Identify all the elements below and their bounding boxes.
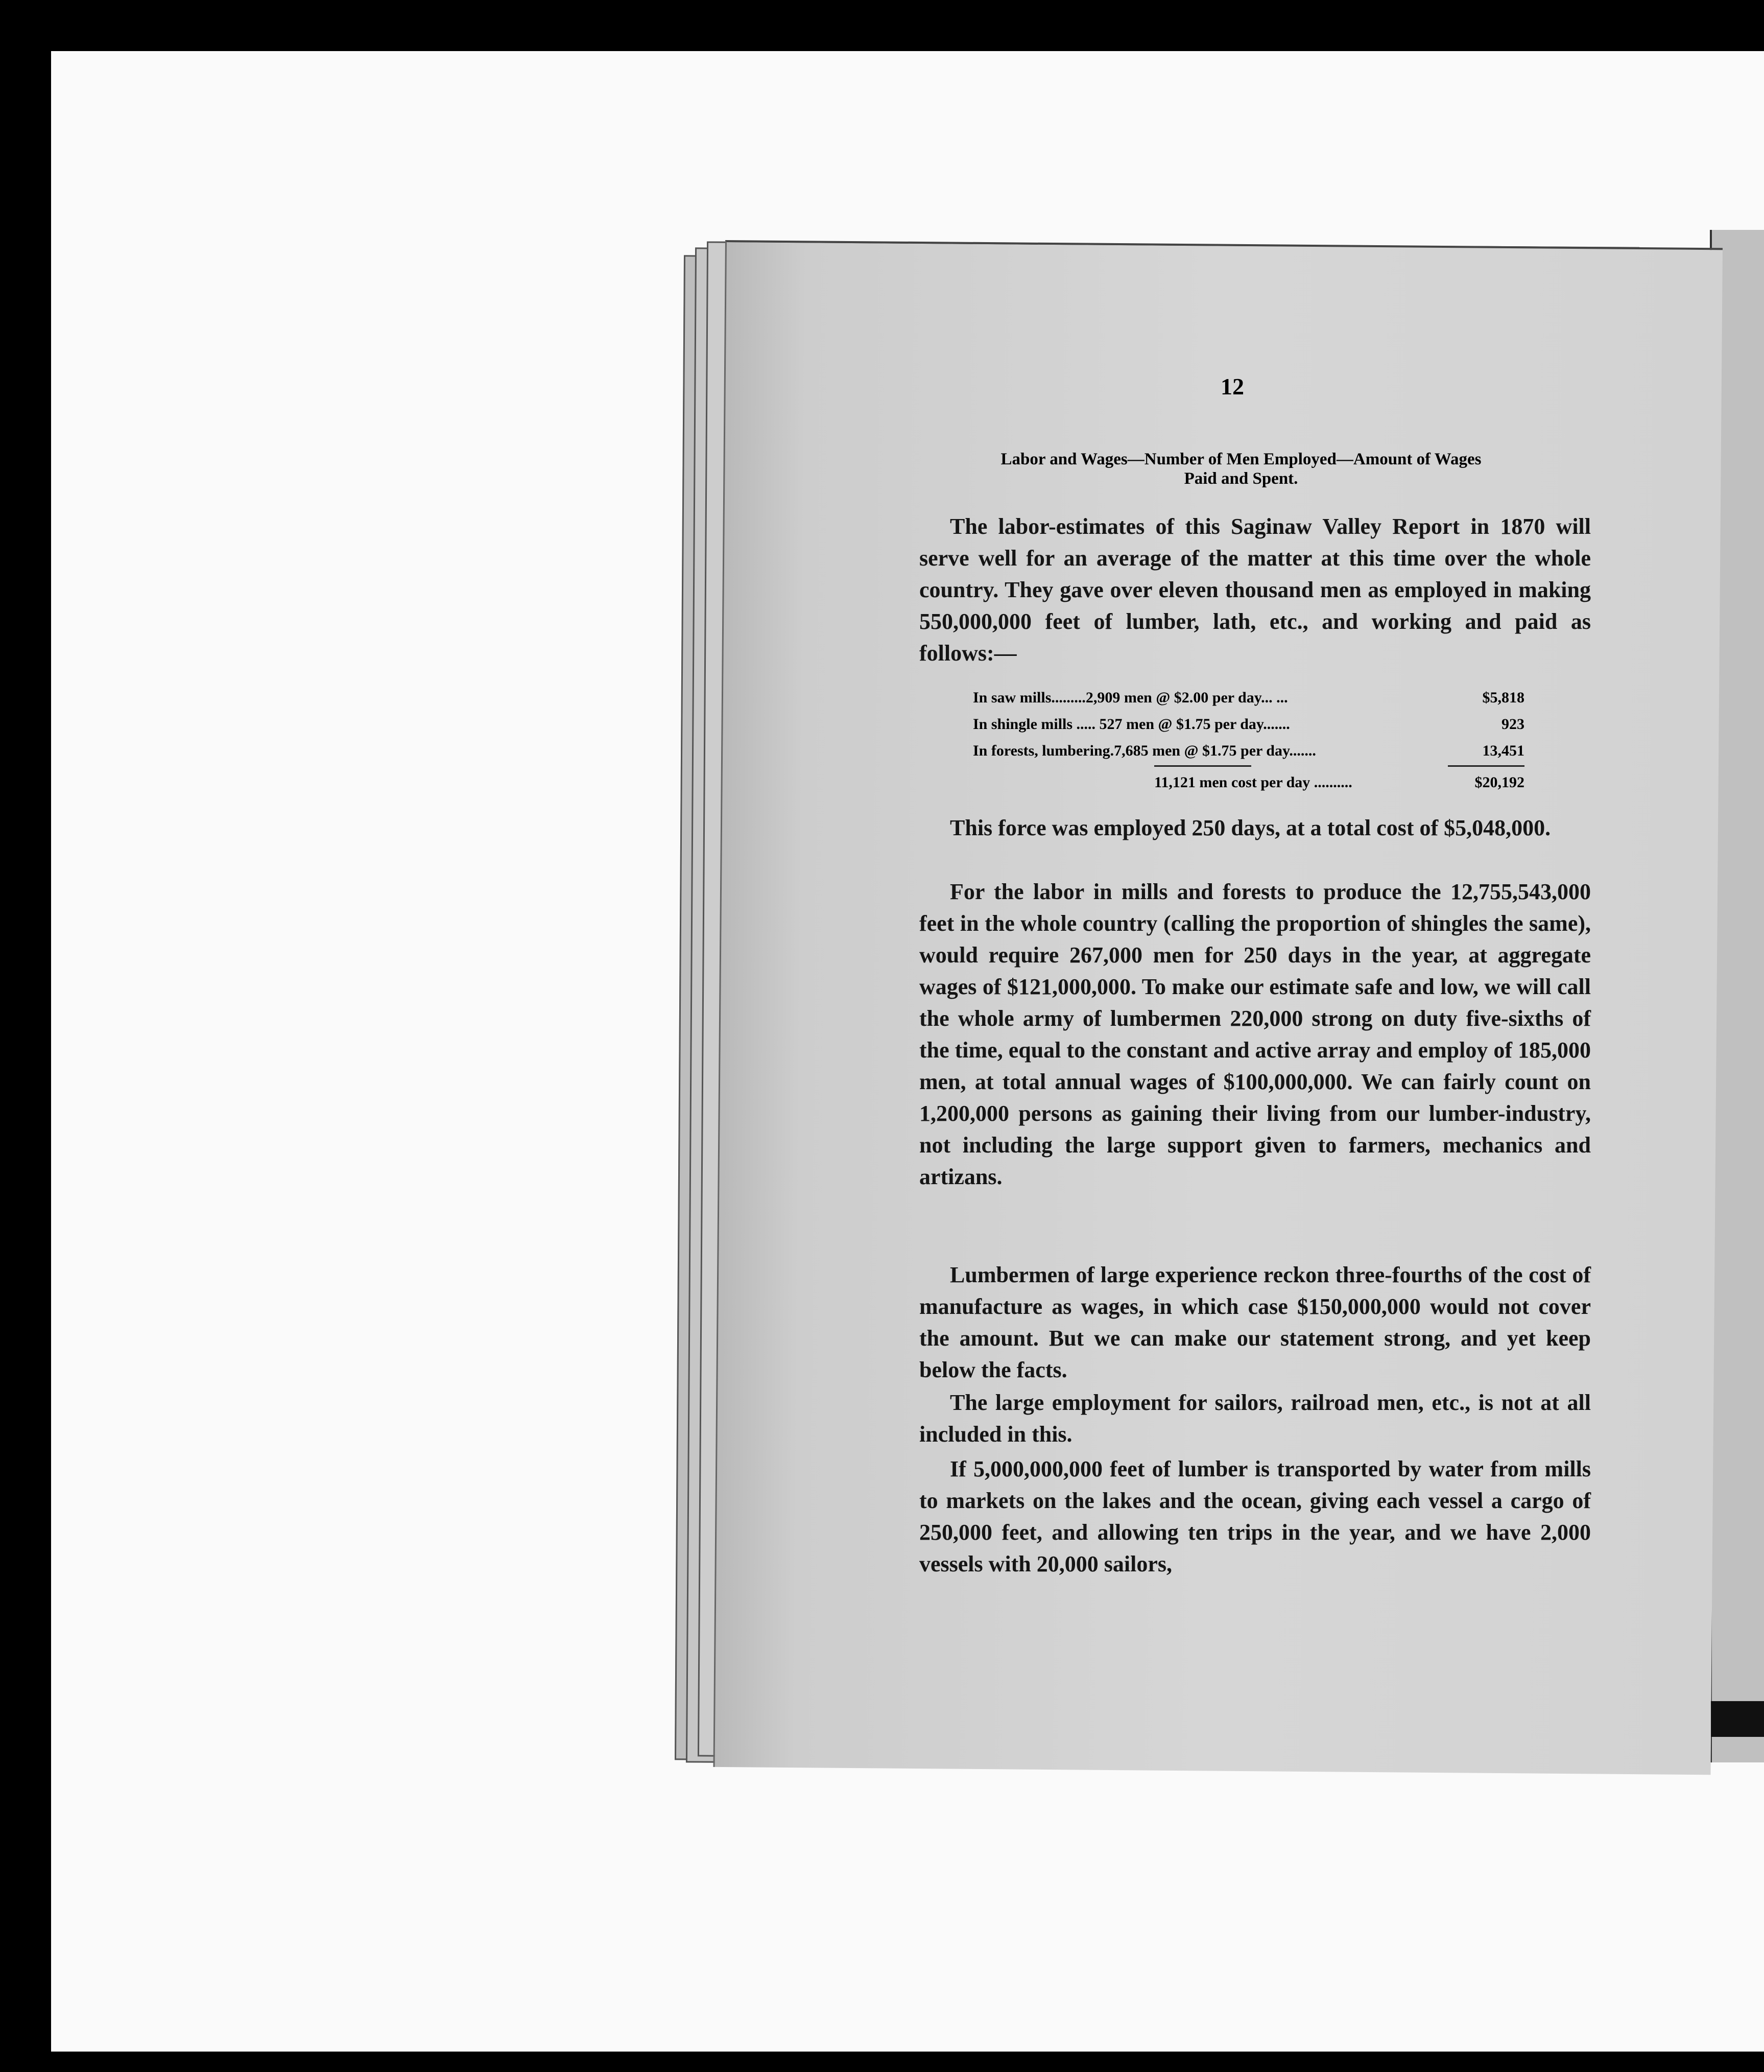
sum-rule-men [1154, 765, 1251, 767]
table-row [973, 711, 1524, 738]
sum-rule-amount [1448, 765, 1524, 767]
paragraph-6: If 5,000,000,000 feet of lumber is transported by water from mills to markets on the lakes and the ocean, giving each vessel a cargo of 250,000 feet, and allowing ten trips in the year, and we have 2,000 vessels with 20,000 sailors, [919, 1456, 1591, 1576]
section-heading [909, 450, 1573, 488]
paragraph-5: The large employment for sailors, railroad men, etc., is not at all included in this. [919, 1390, 1591, 1447]
row-label: In saw mills.........2,909 men @ $2.00 per day... ... [973, 689, 1288, 706]
row-amount: $5,818 [1482, 689, 1524, 706]
paragraph-1: The labor-estimates of this Saginaw Valley Report in 1870 will serve well for an average of the matter at this time over the whole country. They gave over eleven thousand men as employed in making 550,000,000 feet of lumber, lath, etc., and working and paid as follows:— [919, 514, 1591, 666]
table-total-row [1154, 774, 1524, 791]
row-label: In forests, lumbering.7,685 men @ $1.75 per day....... [973, 742, 1316, 759]
paragraph-2: This force was employed 250 days, at a total cost of $5,048,000. [950, 815, 1551, 840]
row-amount: 13,451 [1482, 742, 1524, 759]
table-row [973, 738, 1524, 764]
bookmark-ribbon [1711, 1701, 1764, 1737]
total-amount: $20,192 [1474, 774, 1524, 791]
page-number: 12 [1221, 373, 1244, 399]
heading-line-1: Labor and Wages—Number of Men Employed—Amount of Wages [1000, 450, 1482, 468]
row-label: In shingle mills ..... 527 men @ $1.75 per day....... [973, 716, 1290, 733]
total-label: 11,121 men cost per day .......... [1154, 774, 1352, 791]
paragraph-4: Lumbermen of large experience reckon three-fourths of the cost of manufacture as wages, in which case $150,000,000 would not cover the amount. But we can make our statement strong, and yet keep below the facts. [919, 1262, 1591, 1382]
table-row [973, 685, 1524, 711]
scan-border-bottom [0, 2054, 1764, 2072]
heading-line-2: Paid and Spent. [1184, 469, 1298, 488]
wages-table [973, 685, 1524, 764]
row-amount: 923 [1501, 716, 1524, 733]
paragraph-3: For the labor in mills and forests to produce the 12,755,543,000 feet in the whole country (calling the proportion of shingles the same), would require 267,000 men for 250 days in the year, at aggregate wages of $121,000,000. To make our estimate safe and low, we will call the whole army of lumbermen 220,000 strong on duty five-sixths of the time, equal to the constant and active array and employ of 185,000 men, at total annual wages of $100,000,000. We can fairly count on 1,200,000 persons as gaining their living from our lumber-industry, not including the large support given to farmers, mechanics and artizans. [919, 879, 1591, 1189]
